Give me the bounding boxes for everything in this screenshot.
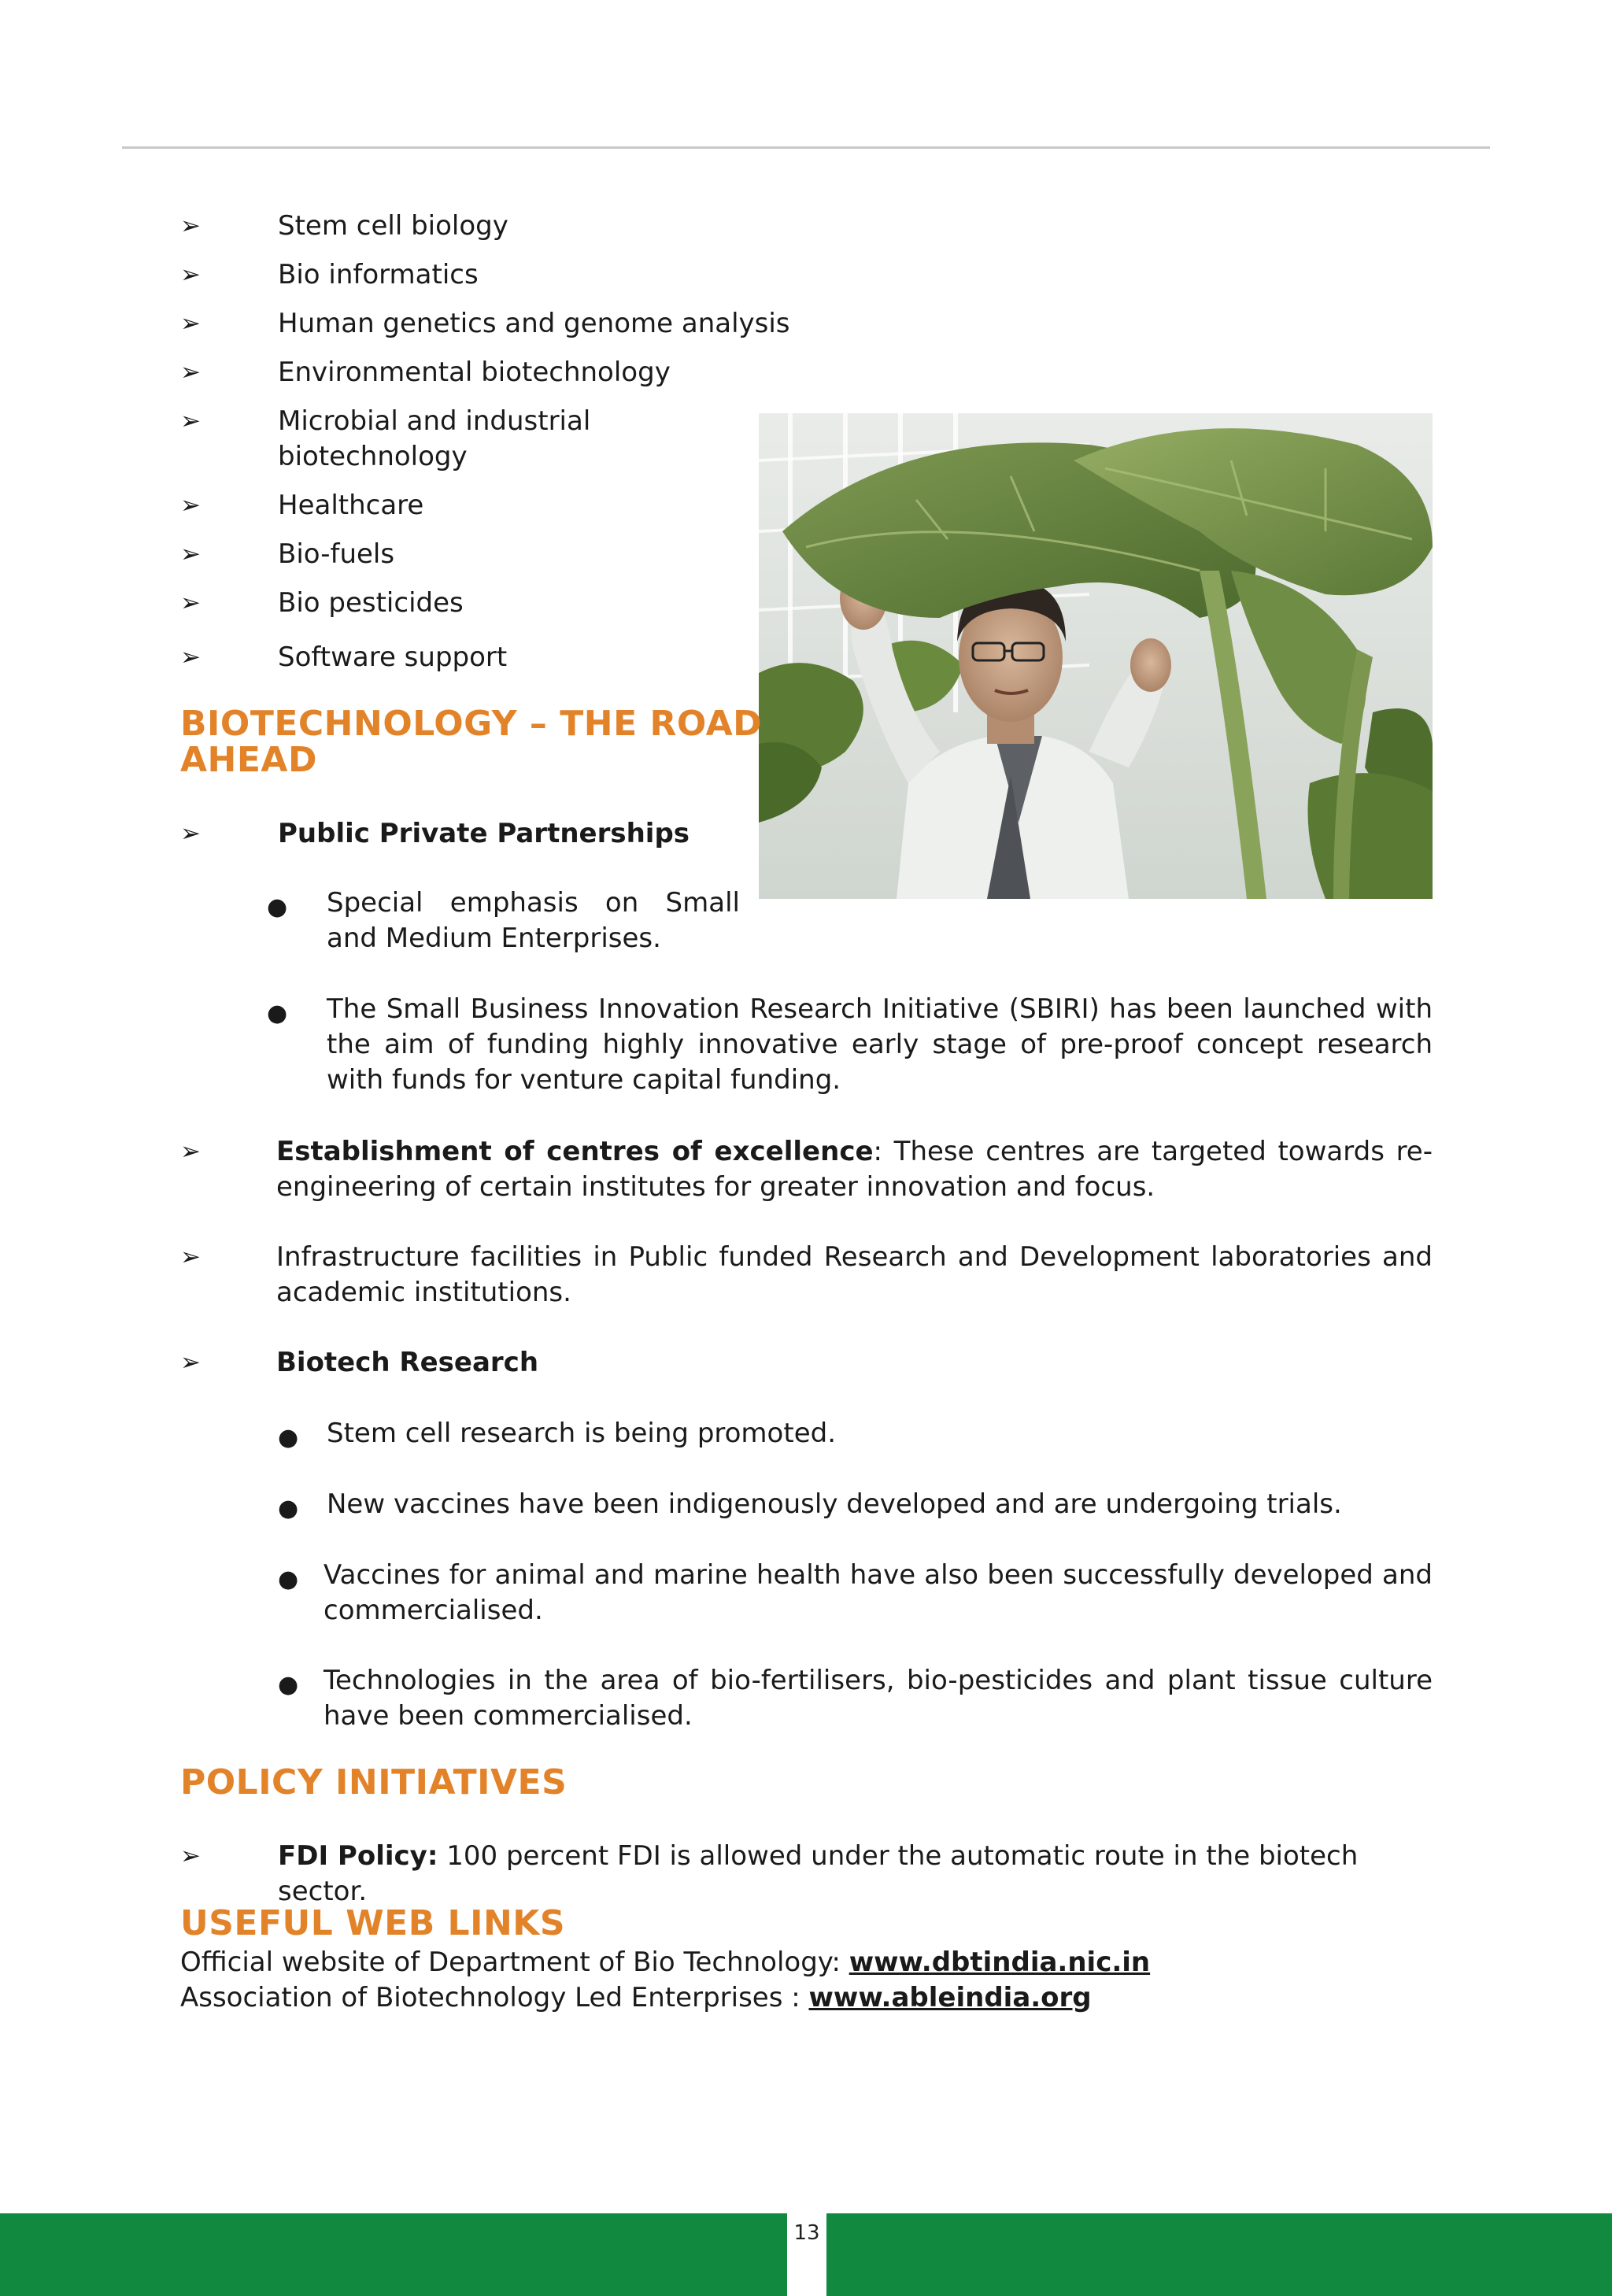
research-bullet: Stem cell research is being promoted. (327, 1418, 836, 1449)
round-bullet-icon: ● (267, 893, 288, 921)
research-bullet: Vaccines for animal and marine health have also been successfully developed and commercialised. (324, 1559, 1433, 1626)
web-link-label: Official website of Department of Bio Technology: (180, 1947, 849, 1978)
coe-paragraph: Establishment of centres of excellence: These centres are targeted towards re-engineering of certain institutes for greater innovation and focus. (276, 1136, 1433, 1203)
list-item: Bio-fuels (278, 538, 395, 570)
web-link-line (180, 1980, 1092, 2016)
list-item: Human genetics and genome analysis (278, 308, 790, 339)
arrow-bullet-icon: ➢ (180, 1243, 201, 1271)
dbt-website-link[interactable]: www.dbtindia.nic.in (849, 1947, 1151, 1978)
list-item: Software support (278, 641, 508, 673)
fdi-policy-paragraph: FDI Policy: 100 percent FDI is allowed under the automatic route in the biotech sector. (278, 1840, 1359, 1907)
research-bullet: Technologies in the area of bio-fertilisers, bio-pesticides and plant tissue culture have been commercialised. (324, 1665, 1433, 1732)
list-item: Environmental biotechnology (278, 357, 671, 388)
top-rule (122, 146, 1490, 149)
arrow-bullet-icon: ➢ (180, 309, 201, 338)
section-heading-policy: POLICY INITIATIVES (180, 1762, 568, 1802)
heading-line: AHEAD (180, 740, 318, 780)
round-bullet-icon: ● (278, 1566, 299, 1593)
arrow-bullet-icon: ➢ (180, 407, 201, 435)
arrow-bullet-icon: ➢ (180, 1137, 201, 1166)
scientist-with-plant-photo (759, 413, 1433, 899)
page-number: 13 (793, 2221, 820, 2245)
arrow-bullet-icon: ➢ (180, 212, 201, 240)
round-bullet-icon: ● (278, 1671, 299, 1699)
list-item: Bio informatics (278, 259, 479, 290)
web-link-line (180, 1945, 1150, 1980)
arrow-bullet-icon: ➢ (180, 589, 201, 617)
ppp-label: Public Private Partnerships (278, 818, 690, 849)
round-bullet-icon: ● (267, 1000, 288, 1027)
list-item: Healthcare (278, 490, 424, 521)
research-label: Biotech Research (276, 1347, 539, 1378)
list-item: Microbial and industrial biotechnology (278, 405, 591, 472)
arrow-bullet-icon: ➢ (180, 643, 201, 671)
list-item: Stem cell biology (278, 210, 508, 242)
arrow-bullet-icon: ➢ (180, 540, 201, 568)
arrow-bullet-icon: ➢ (180, 491, 201, 519)
list-item: Bio pesticides (278, 587, 464, 619)
arrow-bullet-icon: ➢ (180, 358, 201, 386)
arrow-bullet-icon: ➢ (180, 261, 201, 289)
round-bullet-icon: ● (278, 1495, 299, 1522)
round-bullet-icon: ● (278, 1424, 299, 1451)
research-bullet: New vaccines have been indigenously developed and are undergoing trials. (327, 1488, 1342, 1520)
heading-line: BIOTECHNOLOGY – THE ROAD (180, 704, 763, 744)
section-heading-web-links: USEFUL WEB LINKS (180, 1903, 566, 1943)
web-link-label: Association of Biotechnology Led Enterprises : (180, 1982, 809, 2013)
section-heading-road-ahead (180, 706, 762, 778)
able-website-link[interactable]: www.ableindia.org (808, 1982, 1092, 2013)
arrow-bullet-icon: ➢ (180, 1348, 201, 1377)
arrow-bullet-icon: ➢ (180, 819, 201, 848)
ppp-bullet: The Small Business Innovation Research Initiative (SBIRI) has been launched with the aim of funding highly innovative early stage of pre-proof concept research with funds for venture capital funding. (327, 993, 1433, 1096)
ppp-bullet: Special emphasis on Small and Medium Enterprises. (327, 887, 740, 954)
infrastructure-paragraph: Infrastructure facilities in Public funded Research and Development laboratories and academic institutions. (276, 1241, 1433, 1308)
arrow-bullet-icon: ➢ (180, 1842, 201, 1870)
